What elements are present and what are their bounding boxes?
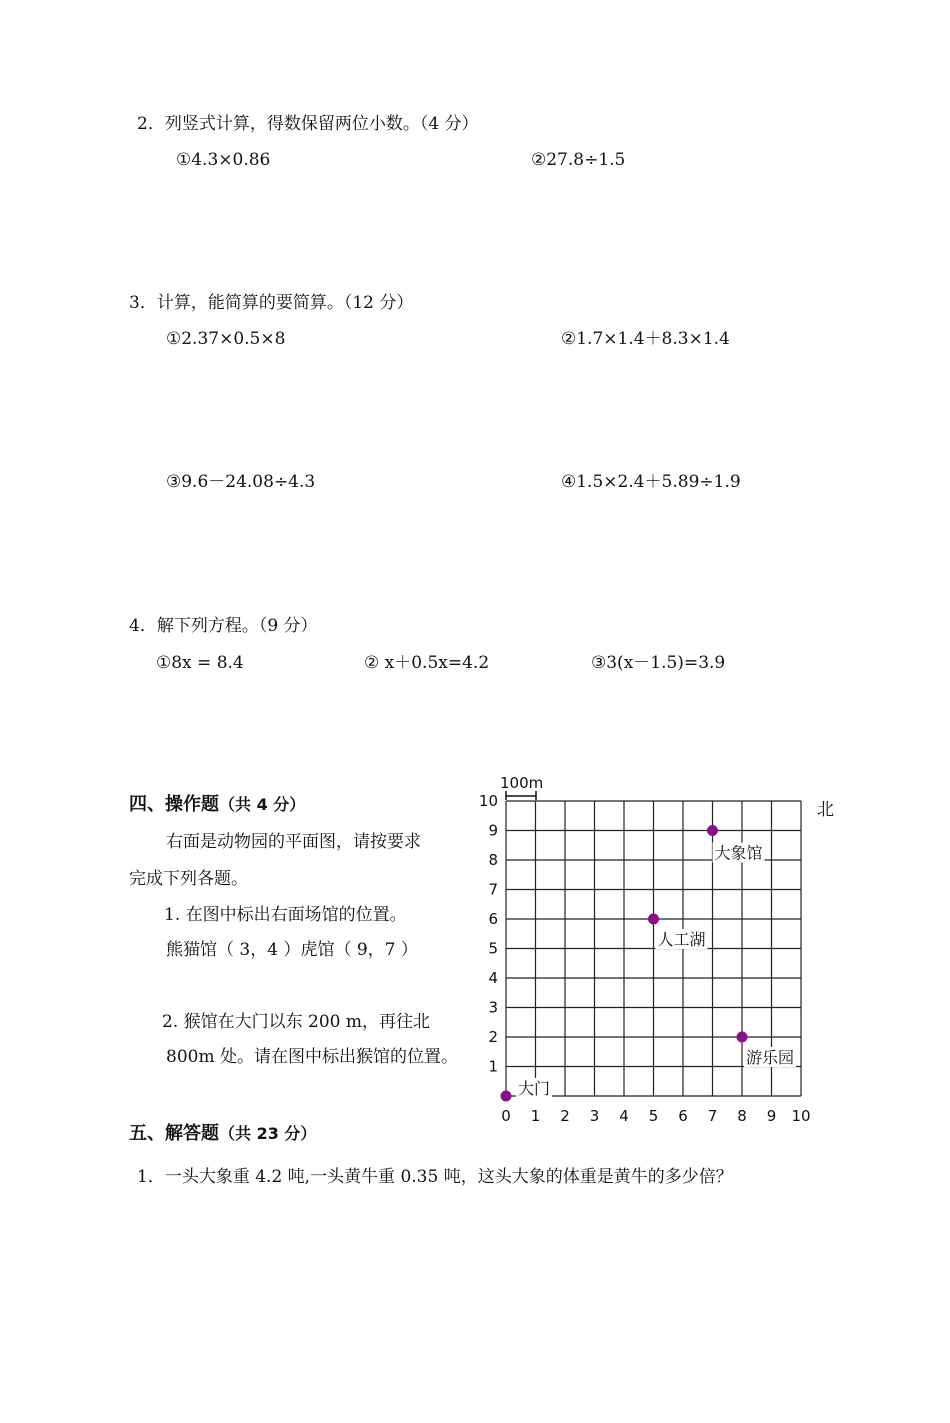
section4-task1-detail: 熊猫馆（ 3，4 ）虎馆（ 9，7 ） (166, 940, 418, 960)
grid-places (501, 825, 797, 1102)
place-marker (737, 1032, 748, 1043)
q3-title: 3．计算，能简算的要简算。（12 分） (129, 293, 414, 313)
place-marker (648, 914, 659, 925)
x-tick-label: 7 (707, 1107, 718, 1125)
north-label: 北 (817, 800, 834, 820)
q3-item-3: ③9.6－24.08÷4.3 (166, 472, 316, 492)
section4-task1: 1. 在图中标出右面场馆的位置。 (164, 905, 407, 925)
y-tick-label: 9 (488, 821, 498, 840)
x-tick-label: 10 (791, 1107, 811, 1125)
section5-points: （共 23 分） (219, 1124, 317, 1143)
place-label: 大象馆 (714, 843, 763, 863)
x-tick-label: 3 (589, 1107, 600, 1125)
x-tick-label: 9 (766, 1107, 777, 1125)
y-tick-label: 2 (488, 1028, 498, 1046)
x-tick-label: 2 (560, 1107, 570, 1125)
place-marker (707, 825, 718, 836)
x-tick-label: 6 (678, 1107, 688, 1125)
section5-title: 五、解答题 (129, 1123, 219, 1144)
y-tick-label: 8 (488, 851, 498, 869)
q2-title: 2．列竖式计算，得数保留两位小数。（4 分） (137, 114, 479, 134)
q4-item-2: ② x＋0.5x=4.2 (364, 653, 490, 673)
section4-heading (129, 795, 305, 815)
y-tick-label: 1 (488, 1057, 498, 1076)
q3-item-4: ④1.5×2.4＋5.89÷1.9 (561, 472, 741, 492)
section5-heading (129, 1124, 316, 1144)
section4-task2-line2: 800m 处。请在图中标出猴馆的位置。 (166, 1047, 458, 1067)
section4-task2-line1: 2. 猴馆在大门以东 200 m，再往北 (162, 1012, 430, 1032)
section5-q1: 1．一头大象重 4.2 吨,一头黄牛重 0.35 吨，这头大象的体重是黄牛的多少倍？ (137, 1167, 733, 1187)
q2-item-1: ①4.3×0.86 (176, 150, 271, 170)
y-tick-label: 3 (488, 998, 498, 1017)
q2-item-2: ②27.8÷1.5 (531, 150, 626, 170)
place-label: 游乐园 (746, 1048, 795, 1067)
y-tick-label: 4 (488, 969, 498, 987)
q3-item-1: ①2.37×0.5×8 (166, 329, 286, 349)
zoo-map-grid (460, 770, 860, 1140)
place-marker (501, 1091, 512, 1102)
q4-title: 4．解下列方程。（9 分） (129, 616, 318, 636)
place-label: 大门 (518, 1079, 551, 1098)
section4-title: 四、操作题 (129, 794, 219, 815)
x-tick-label: 8 (737, 1107, 747, 1125)
q4-item-1: ①8x = 8.4 (156, 653, 244, 673)
y-tick-label: 7 (488, 880, 498, 899)
x-tick-label: 4 (619, 1107, 629, 1125)
x-tick-label: 5 (648, 1107, 659, 1125)
q4-item-3: ③3(x－1.5)=3.9 (591, 653, 726, 673)
x-tick-label: 0 (501, 1107, 511, 1125)
section4-intro-line1: 右面是动物园的平面图，请按要求 (166, 832, 421, 852)
y-tick-label: 5 (488, 939, 498, 958)
grid-labels (479, 792, 811, 1125)
y-tick-label: 10 (478, 792, 498, 810)
place-label: 人工湖 (657, 930, 706, 949)
section4-points: （共 4 分） (219, 795, 306, 814)
q3-item-2: ②1.7×1.4＋8.3×1.4 (561, 329, 730, 349)
scale-label: 100m (500, 774, 544, 792)
y-tick-label: 6 (488, 910, 498, 928)
x-tick-label: 1 (530, 1107, 541, 1125)
section4-intro-line2: 完成下列各题。 (129, 869, 248, 889)
